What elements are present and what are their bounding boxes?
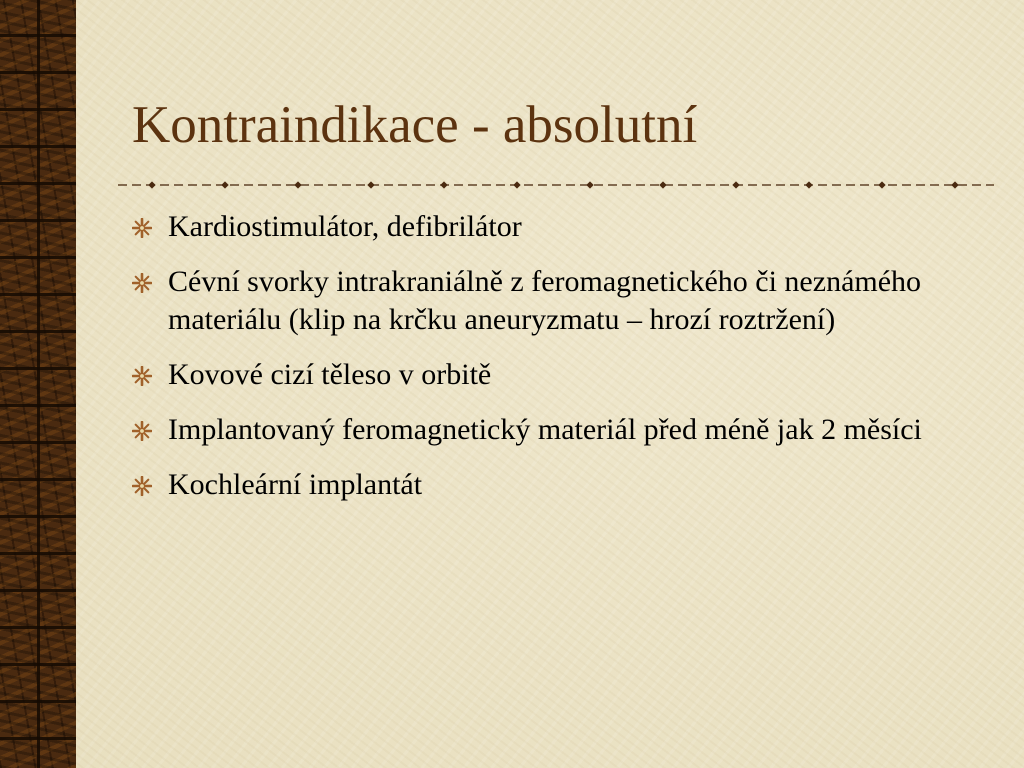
list-item [128, 466, 998, 504]
list-item [128, 208, 998, 246]
list-item-text: Implantovaný feromagnetický materiál před méně jak 2 měsíci [168, 413, 922, 446]
slide-title: Kontraindikace - absolutní [132, 96, 698, 154]
asterisk-star-icon [132, 476, 152, 496]
list-item [128, 356, 998, 394]
bullet-list [128, 208, 998, 521]
list-item-text: Kardiostimulátor, defibrilátor [168, 210, 522, 243]
list-item-text: Kovové cizí těleso v orbitě [168, 358, 492, 391]
asterisk-star-icon [132, 218, 152, 238]
asterisk-star-icon [132, 421, 152, 441]
list-item [128, 263, 998, 339]
decorative-wood-strip [0, 0, 76, 768]
asterisk-star-icon [132, 273, 152, 293]
list-item-text: Kochleární implantát [168, 468, 423, 501]
list-item [128, 411, 998, 449]
title-divider [118, 178, 994, 192]
asterisk-star-icon [132, 366, 152, 386]
decorative-strip-grid [0, 0, 76, 768]
list-item-text: Cévní svorky intrakraniálně z feromagnetického či neznámého materiálu (klip na krčku aneuryzmatu – hrozí roztržení) [168, 265, 922, 336]
